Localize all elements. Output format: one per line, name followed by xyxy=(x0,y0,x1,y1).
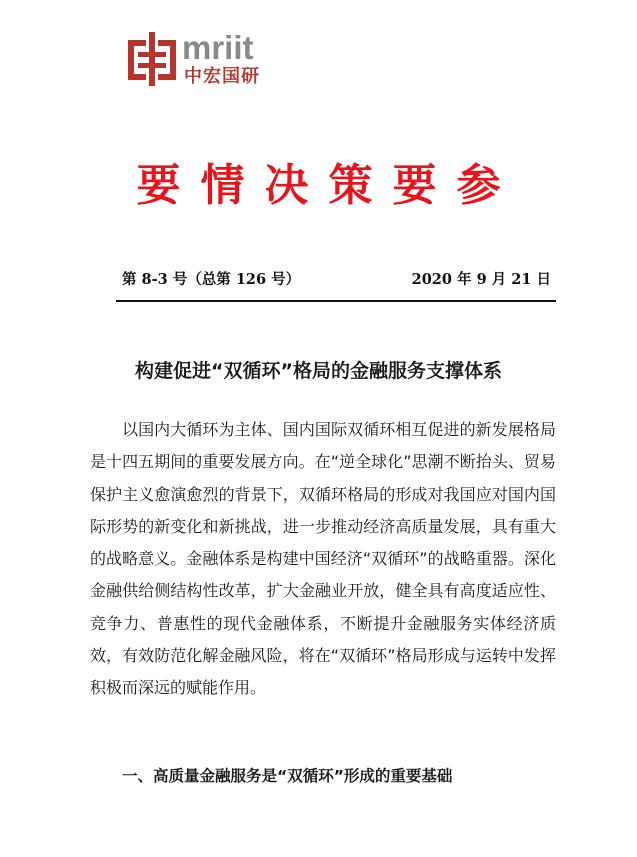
mriit-logo xyxy=(128,30,288,90)
article-paragraph: 以国内大循环为主体、国内国际双循环相互促进的新发展格局是十四五期间的重要发展方向。在“逆全球化”思潮不断抬头、贸易保护主义愈演愈烈的背景下，双循环格局的形成对我国应对国内国际形势的新变化和新挑战，进一步推动经济高质量发展，具有重大的战略意义。金融体系是构建中国经济“双循环”的战略重器。深化金融供给侧结构性改革，扩大金融业开放，健全具有高度适应性、竞争力、普惠性的现代金融体系，不断提升金融服务实体经济质效，有效防范化解金融风险，将在“双循环”格局形成与运转中发挥积极而深远的赋能作用。 xyxy=(90,420,556,698)
masthead-title: 要情决策要参 xyxy=(136,160,521,211)
logo-mark-icon xyxy=(128,30,178,86)
header-divider xyxy=(116,300,556,302)
logo-text-en: mriit xyxy=(182,29,254,66)
issue-date: 2020 年 9 月 21 日 xyxy=(411,271,551,288)
section-heading: 一、高质量金融服务是“双循环”形成的重要基础 xyxy=(122,767,453,785)
logo-text-cn: 中宏国研 xyxy=(184,66,260,87)
issue-number: 第 8-3 号（总第 126 号） xyxy=(122,271,301,288)
article-title: 构建促进“双循环”格局的金融服务支撑体系 xyxy=(135,360,502,382)
